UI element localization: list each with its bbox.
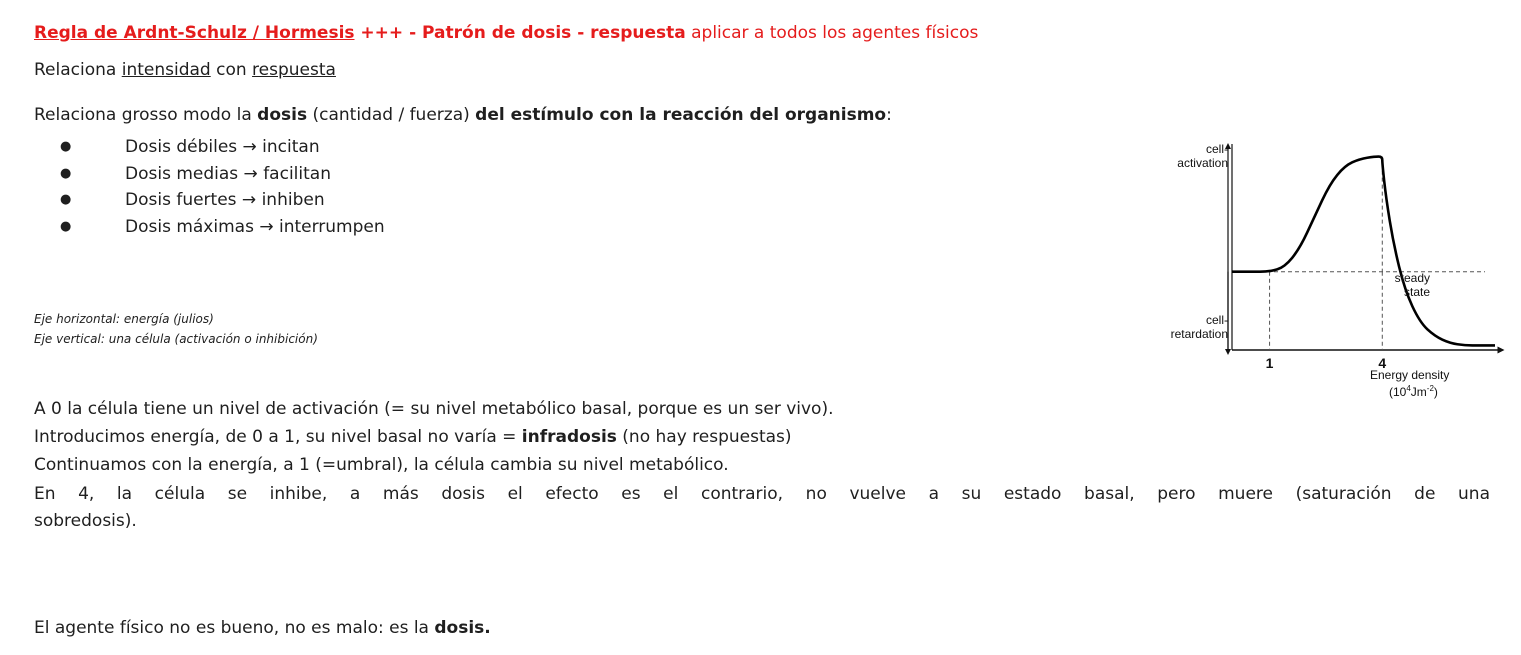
- ylabel-bottom-line2: retardation: [1170, 327, 1228, 341]
- list-item-text: Dosis medias → facilitan: [125, 163, 331, 184]
- xunit-mid: Jm: [1410, 385, 1427, 399]
- note-horizontal-axis: Eje horizontal: energía (julios): [34, 312, 214, 326]
- dose-response-chart: [1130, 138, 1510, 410]
- list-item: [60, 134, 385, 161]
- heading-title-underlined: Regla de Ardnt-Schulz / Hormesis: [34, 23, 355, 43]
- ylabel-bottom-line1: cell-: [1205, 313, 1228, 327]
- x-tick-label-4: 4: [1378, 355, 1387, 371]
- bullet-icon: ●: [60, 192, 72, 207]
- paragraph-4-line-2: sobredosis).: [34, 511, 137, 531]
- xunit-base: (10: [1389, 385, 1407, 399]
- paragraph-2-pre: Introducimos energía, de 0 a 1, su nivel basal no varía =: [34, 427, 522, 447]
- xlabel-unit: [1389, 384, 1438, 399]
- paragraph-2-post: (no hay respuestas): [616, 427, 792, 447]
- bullet-icon: ●: [60, 139, 72, 154]
- intro-part1: Relaciona grosso modo la: [34, 105, 258, 125]
- intro-bold-dosis: dosis: [257, 105, 308, 125]
- relaciona-line: [34, 59, 336, 81]
- relaciona-mid: con: [210, 60, 253, 80]
- paragraph-2: [34, 426, 792, 448]
- ylabel-top-line1: cell-: [1205, 142, 1228, 156]
- relaciona-word-respuesta: respuesta: [252, 60, 336, 80]
- series-line-0: [1232, 157, 1495, 346]
- xunit-end: ): [1433, 385, 1438, 399]
- bullet-icon: ●: [60, 165, 72, 181]
- baseline-label-line2: state: [1403, 285, 1430, 299]
- xlabel: Energy density: [1370, 368, 1450, 382]
- intro-part2: (cantidad / fuerza): [307, 105, 476, 125]
- note-vertical-axis: Eje vertical: una célula (activación o inhibición): [34, 332, 318, 346]
- paragraph-2-bold: infradosis: [521, 427, 617, 447]
- heading-title-bold: +++ - Patrón de dosis - respuesta: [354, 23, 686, 43]
- conclusion: [34, 617, 491, 639]
- baseline-label-line1: steady: [1394, 271, 1430, 285]
- xunit-exp2: -2: [1426, 384, 1434, 393]
- xunit-exp1: 4: [1406, 384, 1411, 393]
- bullet-icon: ●: [60, 218, 72, 234]
- list-item: [60, 214, 385, 241]
- paragraph-3: Continuamos con la energía, a 1 (=umbral), la célula cambia su nivel metabólico.: [34, 455, 729, 475]
- paragraph-4-line-1: En 4, la célula se inhibe, a más dosis el efecto es el contrario, no vuelve a su estado basal, pero muere (saturación de una: [34, 484, 1490, 504]
- relaciona-prefix: Relaciona: [34, 60, 122, 80]
- dose-list: [60, 134, 385, 240]
- conclusion-bold: dosis.: [434, 618, 491, 638]
- relaciona-word-intensidad: intensidad: [121, 60, 211, 80]
- list-item: [60, 187, 385, 214]
- heading-title-rest: aplicar a todos los agentes físicos: [685, 23, 979, 43]
- list-item-text: Dosis fuertes → inhiben: [125, 190, 325, 210]
- intro-bold-reaccion: del estímulo con la reacción del organismo: [475, 105, 887, 125]
- heading: [34, 22, 978, 44]
- intro-line: [34, 104, 892, 126]
- paragraph-1: A 0 la célula tiene un nivel de activación (= su nivel metabólico basal, porque es un ser vivo).: [34, 399, 834, 419]
- list-item-text: Dosis débiles → incitan: [125, 137, 320, 157]
- intro-part3: :: [886, 105, 892, 125]
- list-item: [60, 161, 385, 188]
- paragraph-4: [34, 481, 1490, 535]
- x-tick-label-1: 1: [1265, 355, 1274, 371]
- ylabel-top-line2: activation: [1177, 156, 1228, 170]
- list-item-text: Dosis máximas → interrumpen: [125, 216, 385, 237]
- conclusion-pre: El agente físico no es bueno, no es malo: es la: [34, 618, 435, 638]
